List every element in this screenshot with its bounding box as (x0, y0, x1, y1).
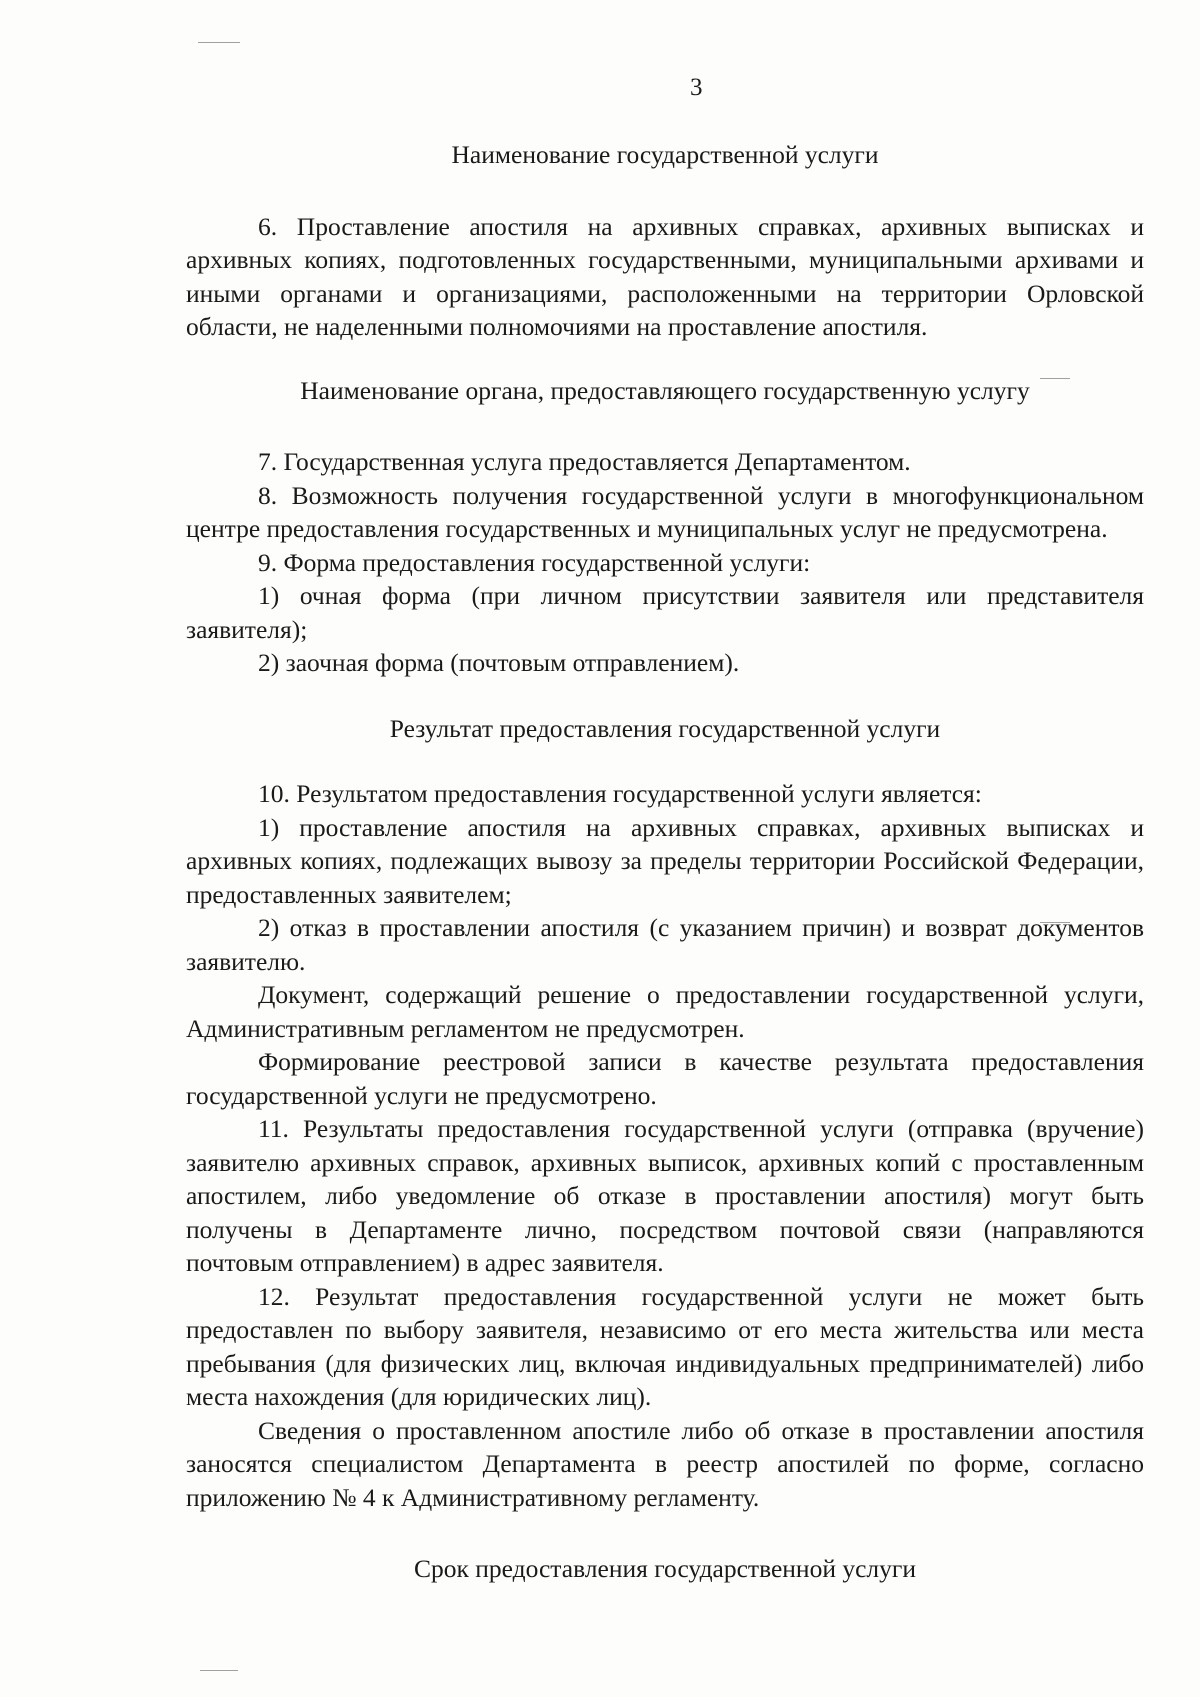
paragraph-11: 11. Результаты предоставления государственной услуги (отправка (вручение) заявителю архивных справок, архивных выписок, архивных копий с проставленным апостилем, либо уведомление об отказе в проставлении апостиля) могут быть получены в Департаменте лично, посредством почтовой связи (направляются почтовым отправлением) в адрес заявителя. (186, 1114, 1144, 1277)
paragraph-9: 9. Форма предоставления государственной услуги: (258, 547, 811, 577)
paragraph-10: 10. Результатом предоставления государственной услуги является: (258, 779, 982, 808)
paragraph-8: 8. Возможность получения государственной услуги в многофункциональном центре предоставления государственных и муниципальных услуг не предусмотрена. (186, 480, 1144, 543)
scan-artifact-line (198, 42, 240, 43)
paragraph-9-item-1: 1) очная форма (при личном присутствии заявителя или представителя заявителя); (186, 581, 1144, 644)
paragraph-12: 12. Результат предоставления государственной услуги не может быть предоставлен по выбору заявителя, независимо от его места жительства или места пребывания (для физических лиц, включая индивидуальных предпринимателей) либо места нахождения (для юридических лиц). (186, 1281, 1144, 1411)
paragraph-registry-record: Формирование реестровой записи в качестве результата предоставления государственной услуги не предусмотрено. (186, 1047, 1144, 1110)
paragraph-7: 7. Государственная услуга предоставляется Департаментом. (258, 447, 911, 476)
section-heading-deadline: Срок предоставления государственной услуги (413, 1554, 916, 1583)
document-body (186, 138, 1144, 1586)
section-heading-authority: Наименование органа, предоставляющего государственную услугу (300, 375, 1030, 405)
paragraph-10-item-1: 1) проставление апостиля на архивных справках, архивных выписках и архивных копиях, подлежащих вывозу за пределы территории Российской Федерации, предоставленных заявителем; (186, 812, 1144, 909)
scan-artifact-line (200, 1670, 238, 1671)
paragraph-9-item-2: 2) заочная форма (почтовым отправлением). (258, 648, 740, 677)
section-heading-service-name: Наименование государственной услуги (451, 140, 879, 169)
paragraph-apostille-registry: Сведения о проставленном апостиле либо об отказе в проставлении апостиля заносятся специалистом Департамента в реестр апостилей по форме, согласно приложению № 4 к Административному регламенту. (186, 1415, 1144, 1512)
paragraph-decision-document: Документ, содержащий решение о предоставлении государственной услуги, Административным регламентом не предусмотрен. (186, 980, 1144, 1043)
section-heading-result: Результат предоставления государственной услуги (389, 713, 941, 743)
page-number: 3 (690, 74, 703, 101)
paragraph-10-item-2: 2) отказ в проставлении апостиля (с указанием причин) и возврат документов заявителю. (186, 913, 1144, 976)
paragraph-6: 6. Проставление апостиля на архивных справках, архивных выписках и архивных копиях, подготовленных государственными, муниципальными архивами и иными органами и организациями, расположенными на территории Орловской области, не наделенными полномочиями на проставление апостиля. (186, 211, 1144, 341)
